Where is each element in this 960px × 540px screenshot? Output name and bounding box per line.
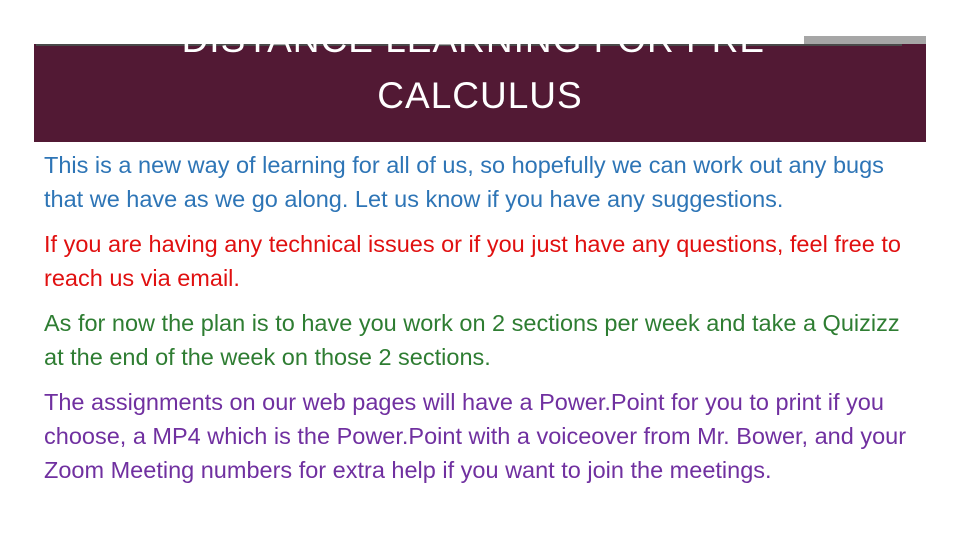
paragraph-weekly-plan: As for now the plan is to have you work on 2 sections per week and take a Quizizz at the end of the week on those 2 sections. xyxy=(44,310,900,370)
slide-title xyxy=(34,12,926,124)
slide-title-line-1: DISTANCE LEARNING FOR PRE- xyxy=(181,19,779,60)
slide-body xyxy=(44,148,924,498)
slide-title-line-2: CALCULUS xyxy=(377,75,583,116)
paragraph-technical-issues: If you are having any technical issues or if you just have any questions, feel free to reach us via email. xyxy=(44,231,901,291)
paragraph-intro: This is a new way of learning for all of us, so hopefully we can work out any bugs that we have as we go along. Let us know if you have any suggestions. xyxy=(44,152,884,212)
paragraph-assignments: The assignments on our web pages will have a Power.Point for you to print if you choose, a MP4 which is the Power.Point with a voiceover from Mr. Bower, and your Zoom Meeting numbers for extra help if you want to join the meetings. xyxy=(44,389,907,483)
